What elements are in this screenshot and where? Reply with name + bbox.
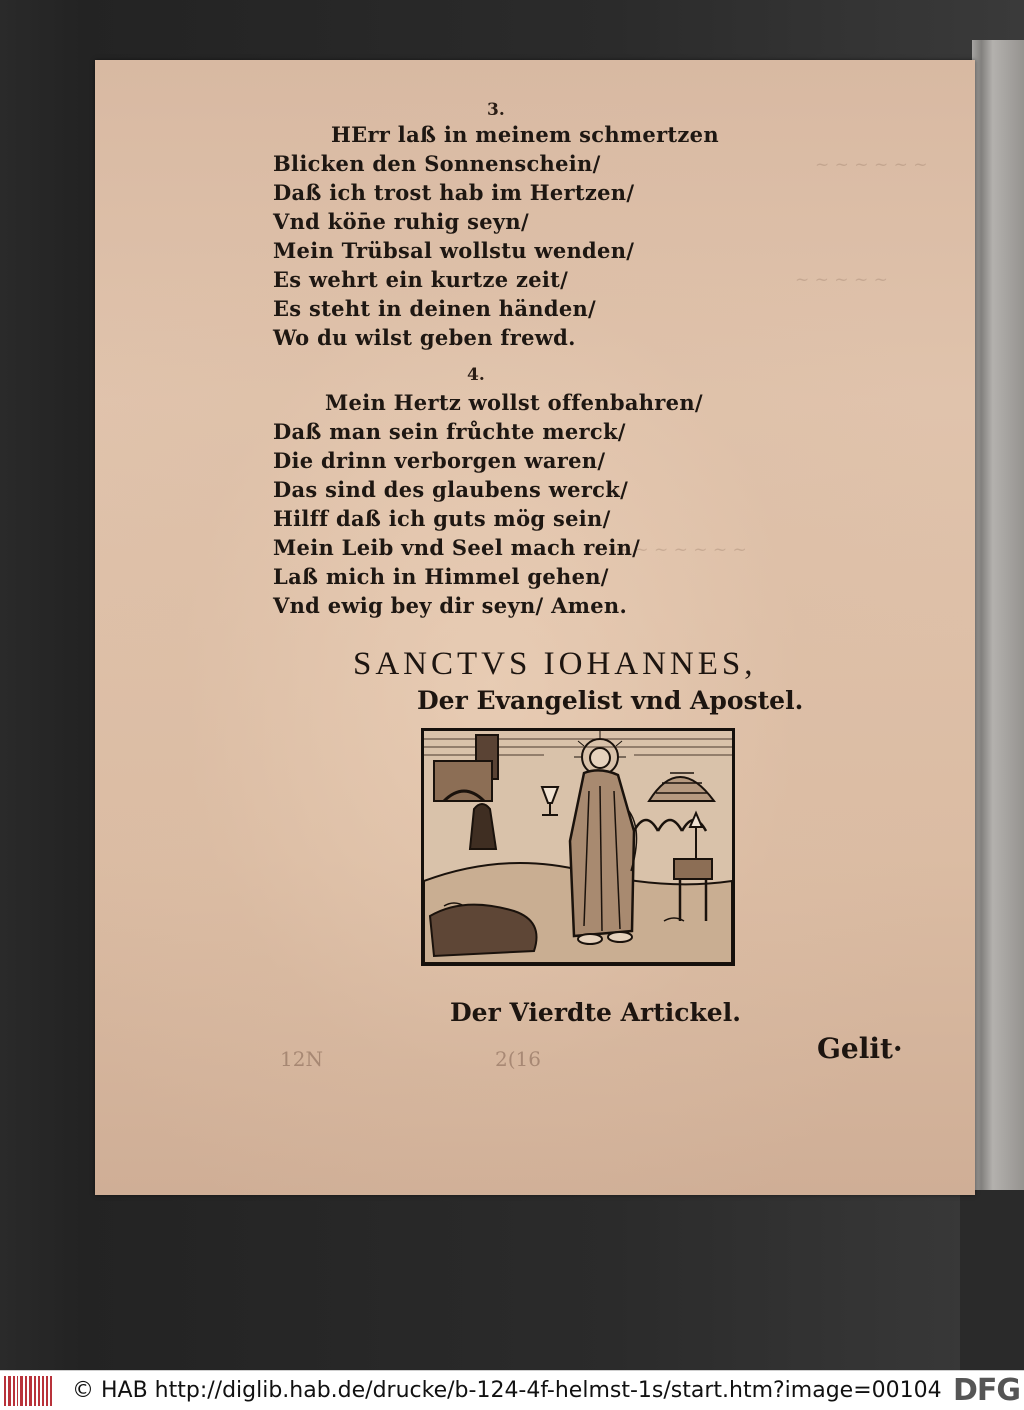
stanza-number: 4. [467,365,485,385]
verse-line: Es steht in deinen händen/ [273,296,597,321]
bleed-through: ~ ~ ~ ~ ~ ~ ~ ~ [595,540,747,560]
library-stamp: 2(16 [495,1047,541,1071]
saint-subheading: Der Evangelist vnd Apostel. [417,686,804,715]
barcode-icon [4,1376,52,1406]
verse-line: Es wehrt ein kurtze zeit/ [273,267,569,292]
stanza-4 [273,390,793,630]
verse-line: Das sind des glaubens werck/ [273,477,629,502]
verse-line: Mein Trübsal wollstu wenden/ [273,238,635,263]
library-stamp: 12N [280,1047,323,1071]
catchword: Gelit· [817,1032,903,1065]
verse-line: Hilff daß ich guts mög sein/ [273,506,611,531]
verse-line: Vnd kön̄e ruhig seyn/ [273,209,529,234]
stanza-number: 3. [487,100,505,120]
verse-line: Daß man sein frůchte merck/ [273,419,626,444]
article-title: Der Vierdte Artickel. [450,998,741,1027]
bleed-through: ~ ~ ~ ~ ~ [795,270,888,290]
bleed-through: ~ ~ ~ ~ ~ ~ [815,155,928,175]
woodcut-image [424,731,732,963]
dfg-logo: DFG [952,1373,1020,1408]
saint-heading: SANCTVS IOHANNES, [353,646,757,682]
verse-line: Blicken den Sonnenschein/ [273,151,601,176]
verse-line: Die drinn verborgen waren/ [273,448,606,473]
verse-line: Mein Hertz wollst offenbahren/ [325,390,703,415]
stanza-3 [273,122,773,362]
verse-line: Vnd ewig bey dir seyn/ Amen. [273,593,628,618]
verse-line: HErr laß in meinem schmertzen [331,122,719,147]
book-page [95,60,975,1195]
saint-john-woodcut [421,728,735,966]
verse-line: Daß ich trost hab im Hertzen/ [273,180,635,205]
footer-bar [0,1370,1024,1410]
copyright-url[interactable]: © HAB http://diglib.hab.de/drucke/b-124-4f-helmst-1s/start.htm?image=00104 [72,1378,942,1403]
verse-line: Mein Leib vnd Seel mach rein/ [273,535,641,560]
facing-page-edge [972,40,1024,1370]
verse-line: Wo du wilst geben frewd. [273,325,576,350]
scan-shadow [960,1190,1024,1370]
verse-line: Laß mich in Himmel gehen/ [273,564,609,589]
